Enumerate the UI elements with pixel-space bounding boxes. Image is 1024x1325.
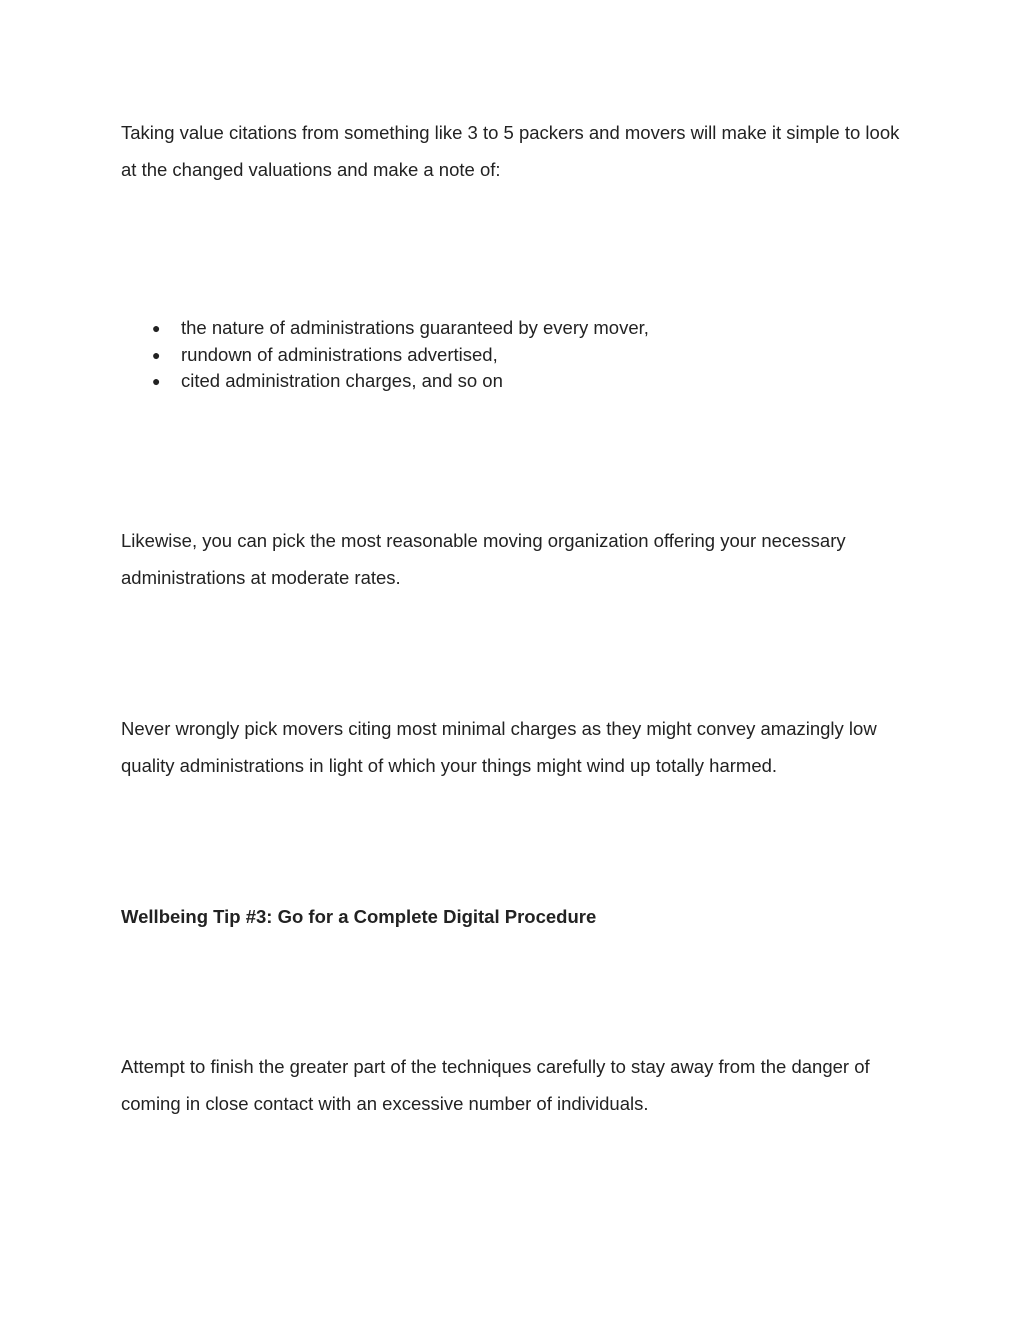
- list-item-text: cited administration charges, and so on: [181, 370, 503, 391]
- bullet-list: [121, 315, 649, 395]
- bullet-icon: ●: [152, 346, 161, 363]
- list-item-text: the nature of administrations guaranteed by every mover,: [181, 317, 649, 338]
- paragraph-digital-procedure: Attempt to finish the greater part of the techniques carefully to stay away from the danger of coming in close contact with an excessive number of individuals.: [121, 1056, 870, 1114]
- bullet-icon: ●: [152, 373, 161, 389]
- section-heading: Wellbeing Tip #3: Go for a Complete Digital Procedure: [121, 906, 597, 927]
- bullet-icon: ●: [152, 320, 161, 336]
- list-item: [121, 368, 649, 395]
- paragraph-reasonable-mover: Likewise, you can pick the most reasonable moving organization offering your necessary administrations at moderate rates.: [121, 530, 846, 588]
- list-item: [121, 342, 649, 369]
- paragraph-minimal-charges: Never wrongly pick movers citing most minimal charges as they might convey amazingly low quality administrations in light of which your things might wind up totally harmed.: [121, 718, 877, 776]
- paragraph-quotations: Taking value citations from something like 3 to 5 packers and movers will make it simple to look at the changed valuations and make a note of:: [121, 122, 900, 180]
- list-item-text: rundown of administrations advertised,: [181, 343, 498, 365]
- list-item: [121, 315, 649, 342]
